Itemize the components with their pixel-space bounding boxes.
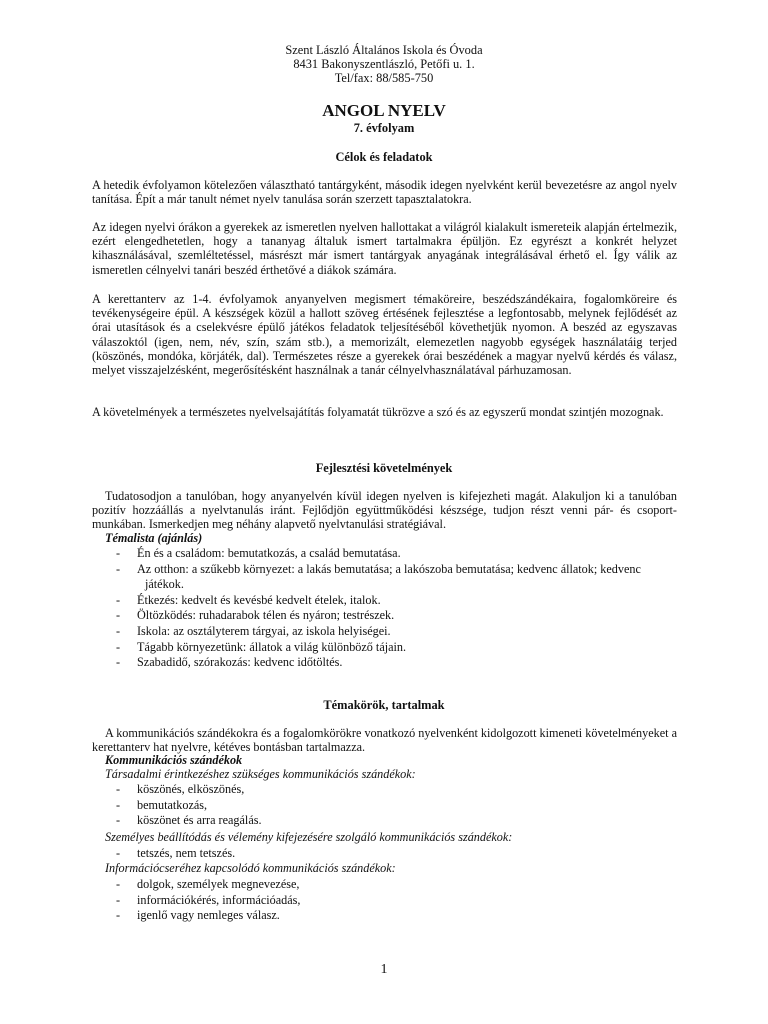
list-item: - Én és a családom: bemutatkozás, a család bemutatása. <box>116 546 401 560</box>
list-item: - bemutatkozás, <box>116 797 208 812</box>
list-item: - Az otthon: a szűkebb környezet: a lakás bemutatása; a lakószoba bemutatása; kedvenc állatok; kedvenc játékok. <box>116 561 641 592</box>
topic-list-title: Témalista (ajánlás) <box>105 531 203 545</box>
list-item: - tetszés, nem tetszés. <box>116 846 236 860</box>
communicative-intents-title: Kommunikációs szándékok <box>105 753 243 767</box>
bullet: - <box>116 892 121 907</box>
group-title: Személyes beállítódás és vélemény kifejezésére szolgáló kommunikációs szándékok: <box>105 830 513 844</box>
school-address: 8431 Bakonyszentlászló, Petőfi u. 1. <box>293 57 475 71</box>
bullet: - <box>116 561 121 576</box>
list-item: - Iskola: az osztályterem tárgyai, az iskola helyiségei. <box>116 623 391 638</box>
document-subtitle: 7. évfolyam <box>353 121 415 135</box>
page-number: 1 <box>380 962 388 977</box>
school-phone: Tel/fax: 88/585-750 <box>334 71 434 85</box>
list-item: - Szabadidő, szórakozás: kedvenc időtöltés. <box>116 655 343 670</box>
bullet: - <box>116 623 121 638</box>
bullet: - <box>116 639 121 654</box>
list-item: - Étkezés: kedvelt és kevésbé kedvelt ételek, italok. <box>116 592 381 607</box>
intent-list <box>116 877 676 924</box>
list-item: - Öltözködés: ruhadarabok télen és nyáron; testrészek. <box>116 608 395 623</box>
group-title: Információcseréhez kapcsolódó kommunikációs szándékok: <box>105 861 396 875</box>
topic-list <box>116 546 676 671</box>
bullet: - <box>116 655 121 670</box>
list-item: - igenlő vagy nemleges válasz. <box>116 908 280 923</box>
bullet: - <box>116 846 121 860</box>
paragraph: A hetedik évfolyamon kötelezően választható tantárgyként, második idegen nyelvként kerül bevezetésre az angol nyelv tanítása. Épít a már tanult német nyelv tanulása során szerzett tapasztalatokra. <box>92 178 677 207</box>
paragraph: Az idegen nyelvi órákon a gyerekek az ismeretlen nyelven hallottakat a világról kialakult ismereteik alapján értelmezik, ezért elengedhetetlen, hogy a tananyag általuk ismert tartalmakra épüljön. Ez egyrészt a konkrét helyzet kihasználásával, szemléltetéssel, másrészt már ismert tantárgyak anyagának integrálásával érhető el. Így válik az ismeretlen célnyelvi tanári beszéd érthetővé a diákok számára. <box>92 220 677 277</box>
list-item: - Tágabb környezetünk: állatok a világ különböző tájain. <box>116 639 407 654</box>
school-name: Szent László Általános Iskola és Óvoda <box>285 43 483 57</box>
list-item: - köszönet és arra reagálás. <box>116 813 262 828</box>
letterhead <box>0 43 768 85</box>
paragraph: A kerettanterv az 1-4. évfolyamok anyanyelven megismert témaköreire, beszédszándékaira, fogalomköreire és tevékenységeire épül. A készségek közül a hallott szöveg értésének fejlesztése a legfontosabb, melynek fejlődését az órai utasítások és a cselekvésre épülő játékos feladatok teljesítéséből követhetjük nyomon. A beszéd az egyszavas válaszoktól (igen, nem, név, szín, szám stb.), a memorizált, elemezetlen nagyobb egységek használatáig terjed (köszönés, mondóka, körjáték, dal). Természetes része a gyerekek órai beszédének a magyar nyelvű kérdés és válasz, melyet visszajelzésként, megerősítésként használnak a tanár célnyelvhasználatával párhuzamosan. <box>92 292 677 378</box>
intent-list <box>116 846 676 862</box>
bullet: - <box>116 546 121 560</box>
list-item: - dolgok, személyek megnevezése, <box>116 877 300 891</box>
section-heading-goals: Célok és feladatok <box>335 150 433 164</box>
list-item: - információkérés, információadás, <box>116 892 301 907</box>
group-title: Társadalmi érintkezéshez szükséges kommunikációs szándékok: <box>105 767 416 781</box>
intent-list <box>116 782 676 829</box>
bullet: - <box>116 877 121 891</box>
bullet: - <box>116 592 121 607</box>
bullet: - <box>116 608 121 623</box>
bullet: - <box>116 782 121 796</box>
bullet: - <box>116 908 121 923</box>
bullet: - <box>116 813 121 828</box>
paragraph: A kommunikációs szándékokra és a fogalomkörökre vonatkozó nyelvenként kidolgozott kimeneti követelményeket a kerettanterv hat nyelvre, kétéves bontásban tartalmazza. <box>92 726 677 755</box>
section-heading-topics: Témakörök, tartalmak <box>323 698 445 712</box>
bullet: - <box>116 797 121 812</box>
list-item: - köszönés, elköszönés, <box>116 782 245 796</box>
paragraph: Tudatosodjon a tanulóban, hogy anyanyelvén kívül idegen nyelven is kifejezheti magát. Alakuljon ki a tanulóban pozitív hozzáállás a nyelvtanulás iránt. Fejlődjön együttműködési készsége, tudjon részt venni pár- és csoport-munkában. Ismerkedjen meg néhány alapvető nyelvtanulási stratégiával. <box>92 489 677 532</box>
document-title: ANGOL NYELV <box>322 101 446 120</box>
section-heading-requirements: Fejlesztési követelmények <box>315 461 453 475</box>
paragraph: A követelmények a természetes nyelvelsajátítás folyamatát tükrözve a szó és az egyszerű mondat szintjén mozognak. <box>92 405 664 419</box>
